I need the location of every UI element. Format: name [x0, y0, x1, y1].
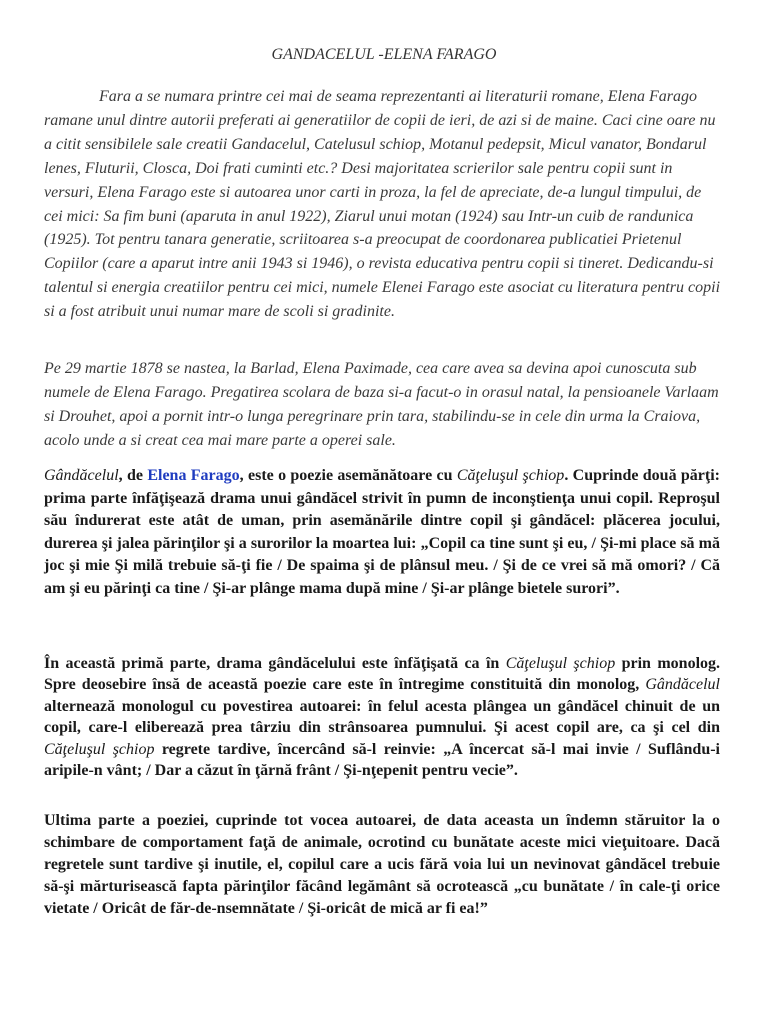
poem-ref-2: Gândăcelul: [645, 676, 720, 694]
analysis-paragraph-2: [44, 653, 720, 781]
poem-ref-1: Căţeluşul şchiop: [505, 655, 616, 672]
analysis-2-d: regrete tardive, încercând să-l reinvie: „A încercat să-l mai invie / Suflându-i aripile-n vânt; / Dar a căzut în ţărnă frânt / Şi-nţepenit pentru vecie”.: [44, 740, 721, 780]
analysis-paragraph-3: Ultima parte a poeziei, cuprinde tot vocea autoarei, de data aceasta un îndemn stăruitor la o schimbare de comportament faţă de animale, ocrotind cu bunătate aceste mici vieţuitoare. Dacă regretele sunt tardive şi inutile, el, copilul care a ucis fără voia lui un nevinovat gândăcel trebuie să-şi mărturisească fapta părinţilor făcând legământ să ocrotească „cu bunătate / în cale-ţi orice vietate / Oricât de făr-de-nsemnătate / Şi-oricât de mică ar fi ea!”: [44, 812, 720, 917]
analysis-paragraph-1: [44, 465, 720, 601]
mid-text: , este o poezie asemănătoare cu: [239, 467, 457, 484]
analysis-2-b: prin monolog. Spre deosebire însă de această poezie care este în întregime constituită din monolog,: [44, 655, 721, 694]
analysis-2-a: În această primă parte, drama gândăcelului este înfăţişată ca în: [44, 655, 506, 672]
analysis-1-rest: . Cuprinde două părţi: prima parte înfăţişează drama unui gândăcel strivit în pumn de inconştienţa unui copil. Reproşul său îndurerat este atât de uman, prin asemănările dintre copil şi gândăcel: plăcerea jocului, durerea şi jalea părinţilor şi a surorilor la moartea lui: „Copil ca tine sunt şi eu, / Şi-mi place să mă joc şi mie Şi milă trebuie să-ţi fie / De spaima şi de plânsul meu. / Şi de ce vrei să mă omori? / Că am şi eu părinţi ca tine / Şi-ar plânge mama după mine / Şi-ar plânge bietele surori”.: [44, 467, 721, 597]
intro-paragraph: Fara a se numara printre cei mai de seama reprezentanti ai literaturii romane, Elena Farago ramane unul dintre autorii preferati ai generatiilor de copii de ieri, de azi si de maine. Caci cine oare nu a citit sensibilele sale creatii Gandacelul, Catelusul schiop, Motanul pedepsit, Micul vanator, Bondarul lenes, Fluturii, Closca, Doi frati cuminti etc.? Desi majoritatea scrierilor sale pentru copii sunt in versuri, Elena Farago este si autoarea unor carti in proza, la fel de apreciate, de-a lungul timpului, de cei mici: Sa fim buni (aparuta in anul 1922), Ziarul unui motan (1924) sau Intr-un cuib de randunica (1925). Tot pentru tanara generatie, scriitoarea s-a preocupat de coordonarea publicatiei Prietenul Copiilor (care a aparut intre anii 1943 si 1946), o revista educativa pentru copii si tineret. Dedicandu-si talentul si energia creatiilor pentru cei mici, numele Elenei Farago este asociat cu literatura pentru copii si a fost atribuit unui numar mare de scoli si gradinite.: [44, 88, 721, 321]
author-link[interactable]: Elena Farago: [147, 467, 240, 484]
poem-title: Gândăcelul: [44, 467, 119, 484]
comparison-title: Căţeluşul şchiop: [456, 467, 565, 484]
by-text: , de: [118, 467, 148, 484]
document-title: GANDACELUL -ELENA FARAGO: [271, 46, 497, 63]
analysis-2-c: alternează monologul cu povestirea autoarei: în felul acesta plângea un gândăcel chinuit de un copil, care-l eliberează prea târziu din strânsoarea pumnului. Şi acest copil are, ca şi cel din: [44, 697, 720, 737]
poem-ref-3: Căţeluşul şchiop: [44, 740, 155, 758]
biography-paragraph: Pe 29 martie 1878 se nastea, la Barlad, Elena Paximade, cea care avea sa devina apoi cunoscuta sub numele de Elena Farago. Pregatirea scolara de baza si-a facut-o in orasul natal, la pensioanele Varlaam si Drouhet, apoi a pornit intr-o lunga peregrinare prin tara, stabilindu-se in cele din urma la Craiova, acolo unde a si creat cea mai mare parte a operei sale.: [44, 360, 719, 449]
